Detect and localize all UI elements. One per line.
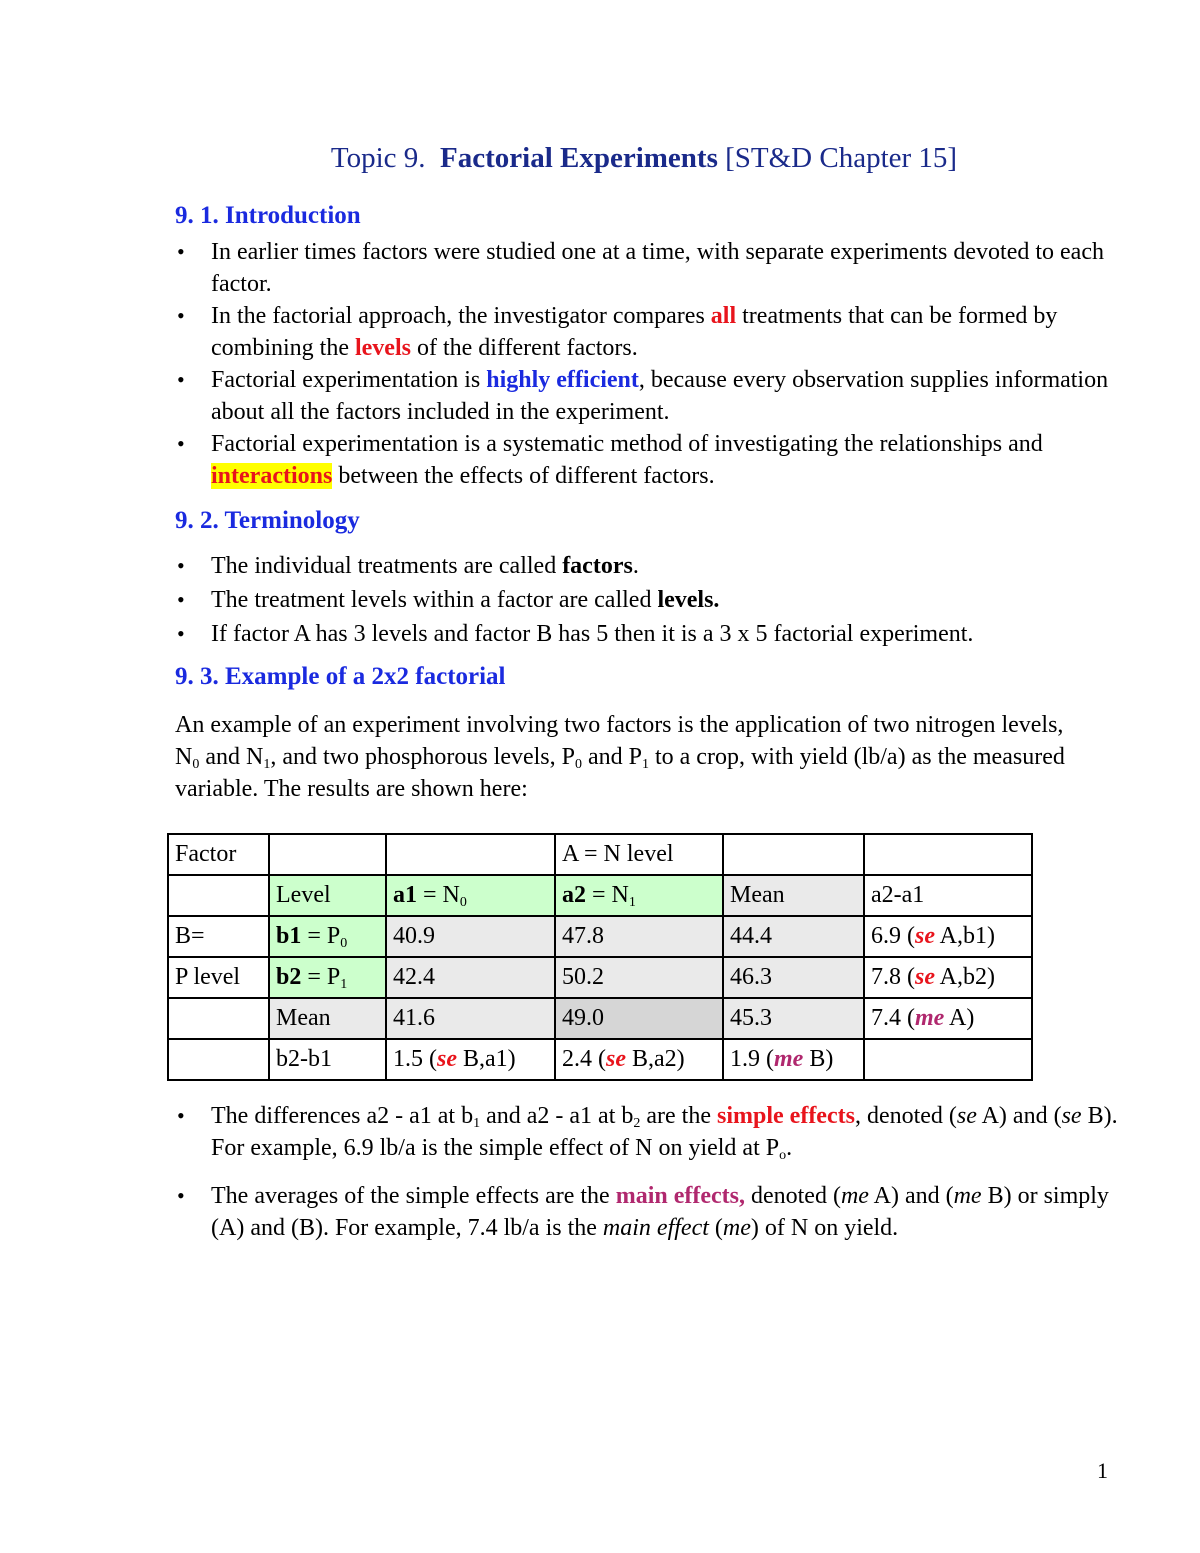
page-number: 1: [1097, 1458, 1108, 1483]
list-item: • The individual treatments are called factors.: [175, 550, 1135, 582]
table-row: Level $a1 = N_0$ $a2 = N_1$ Mean a2-a1: [168, 875, 1032, 916]
list-item: • The averages of the simple effects are the main effects, denoted (me A) and (me B) or simply (A) and (B). For example, 7.4 lb/a is the main effect (me) of N on yield.: [175, 1180, 1135, 1244]
effects-bullet-list: [175, 1100, 1135, 1244]
results-table: [167, 833, 1033, 1081]
list-item: • The differences a2 - a1 at $b_1$ and a2 - a1 at $b_2$ are the simple effects, denoted (se A) and (se B). For example, 6.9 lb/a is the simple effect of N on yield at $P_o$.: [175, 1100, 1135, 1164]
table-row: b2-b1 1.5 (se B,a1) 2.4 (se B,a2) 1.9 (me B): [168, 1039, 1032, 1080]
list-item: • Factorial experimentation is a systematic method of investigating the relationships and interactions between the effects of different factors.: [175, 428, 1135, 492]
list-item: • The treatment levels within a factor are called levels.: [175, 584, 1135, 616]
list-item: • In earlier times factors were studied one at a time, with separate experiments devoted to each factor.: [175, 236, 1135, 300]
intro-bullet-list: [175, 236, 1135, 492]
terminology-bullet-list: [175, 550, 1135, 650]
section-heading-example: 9. 3. Example of a 2x2 factorial: [175, 663, 506, 690]
table-row: P level $b2 = P_1$ 42.4 50.2 46.3 7.8 (se A,b2): [168, 957, 1032, 998]
example-paragraph: An example of an experiment involving two factors is the application of two nitrogen levels, $N_0$ and $N_1$, and two phosphorous levels, $P_0$ and $P_1$ to a crop, with yield (lb/a) as the measured variable. The results are shown here:: [175, 712, 1065, 802]
page-title: Topic 9. Factorial Experiments [ST&D Chapter 15]: [330, 142, 958, 174]
table-row: B= $b1 = P_0$ 40.9 47.8 44.4 6.9 (se A,b1): [168, 916, 1032, 957]
section-heading-introduction: 9. 1. Introduction: [175, 202, 361, 229]
list-item: • In the factorial approach, the investigator compares all treatments that can be formed by combining the levels of the different factors.: [175, 300, 1135, 364]
table-row: Factor A = N level: [168, 834, 1032, 875]
list-item: • Factorial experimentation is highly efficient, because every observation supplies information about all the factors included in the experiment.: [175, 364, 1135, 428]
list-item: • If factor A has 3 levels and factor B has 5 then it is a 3 x 5 factorial experiment.: [175, 618, 1135, 650]
table-row: Mean 41.6 49.0 45.3 7.4 (me A): [168, 998, 1032, 1039]
section-heading-terminology: 9. 2. Terminology: [175, 507, 360, 534]
